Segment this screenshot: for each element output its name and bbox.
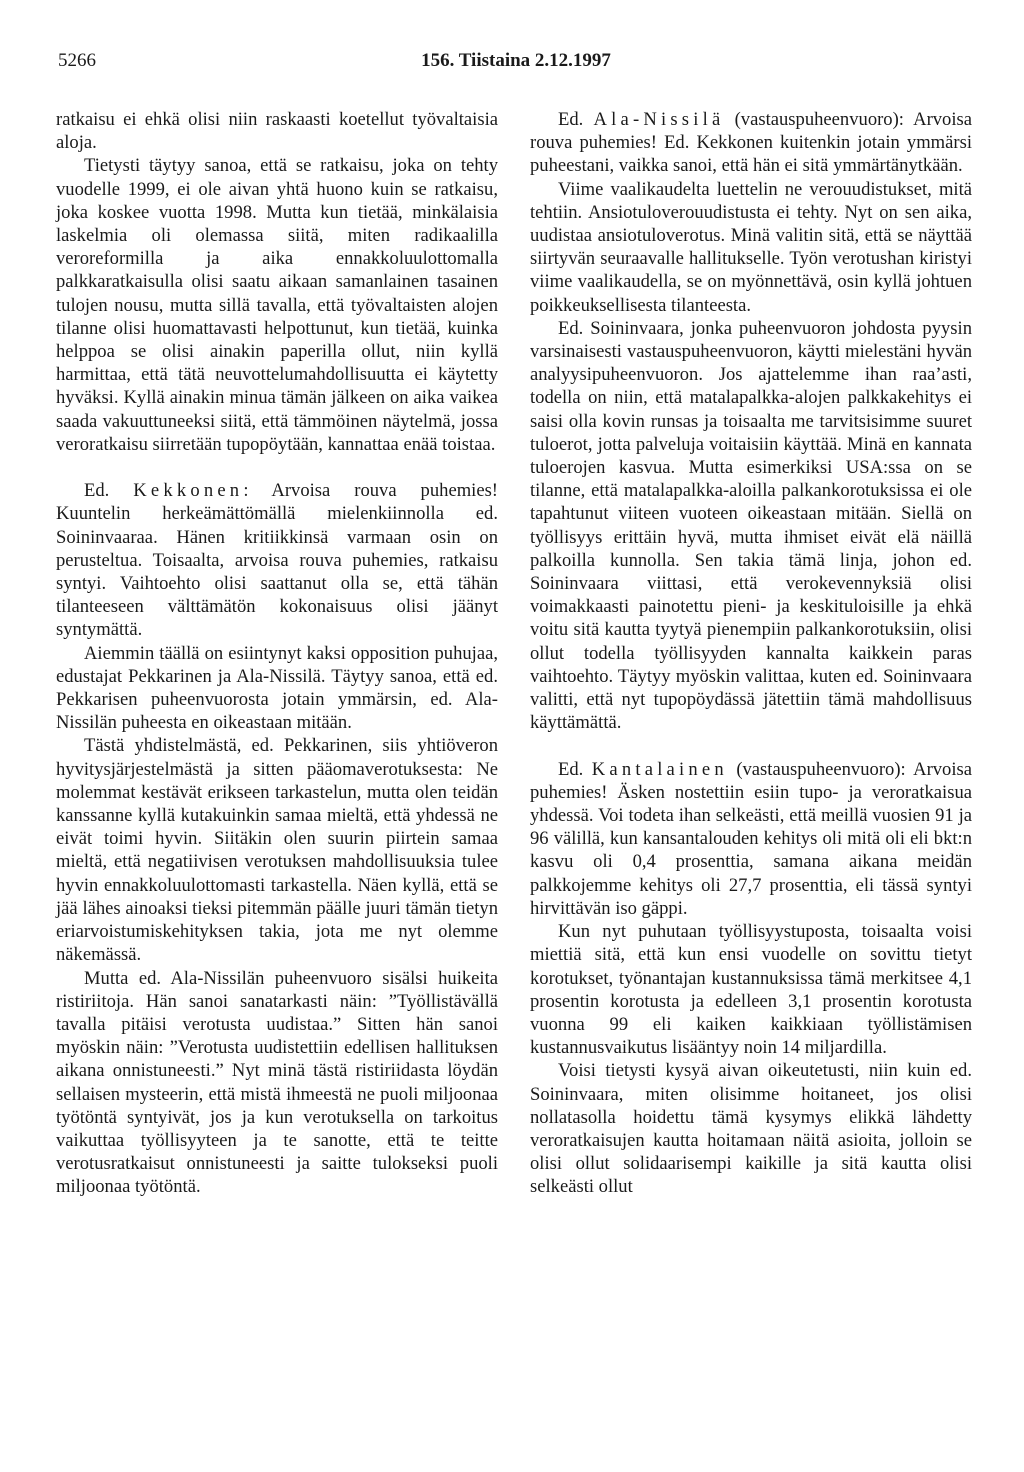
speaker-name: Ala-Nissilä [593, 109, 725, 130]
speaker-name: Kantalainen [591, 758, 728, 780]
speech-kekkonen [56, 479, 498, 641]
speech-ala-nissila [530, 108, 972, 178]
speaker-prefix: Ed. [84, 480, 134, 502]
page-number: 5266 [58, 50, 96, 71]
right-column [530, 108, 972, 1199]
speech-text: : Arvoisa rouva puhemies! Kuuntelin herkeämättömällä mielenkiinnolla ed. Soininvaaraa. Hänen kritiikkinsä varmaan osin on perusteltua. Toisaalta, arvoisa rouva puhemies, ratkaisu syntyi. Vaihtoehto olisi saattanut olla se, että tähän tilanteeseen välttämätön kokonaisuus olisi jäänyt syntymättä. [56, 480, 499, 641]
paragraph: Aiemmin täällä on esiintynyt kaksi opposition puhujaa, edustajat Pekkarinen ja Ala-Nissilä. Täytyy sanoa, että ed. Pekkarisen puheenvuorosta jotain ymmärsin, ed. Ala-Nissilän puheesta en oikeastaan mitään. [56, 642, 498, 734]
speech-text: (vastauspuheenvuoro): Arvoisa puhemies! Äsken nostettiin esiin tupo- ja veroratkaisua yhdessä. Voi todeta ihan selkeästi, että meillä vuosien 91 ja 96 välillä, kun kansantalouden kehitys oli mitä oli eli bkt:n kasvu oli 0,4 prosenttia, samana aikana meidän palkkojemme kehitys oli 27,7 prosenttia, eli tässä syntyi hirvittävän iso gäppi. [530, 758, 973, 919]
speech-kantalainen [530, 758, 972, 920]
paragraph: Ed. Soininvaara, jonka puheenvuoron johdosta pyysin varsinaisesti vastauspuheenvuoron, käytti mielestäni hyvän analyysipuheenvuoron. Jos ajattelemme ihan raa’asti, todella on niin, että matalapalkka-alojen palkkakehitys ei saisi olla kovin runsas ja toisaalta me tarvitsisimme suuret tuloerot, jotta palveluja voitaisiin käyttää. Minä en kannata tuloerojen kasvua. Mutta esimerkiksi USA:ssa on se tilanne, että matalapalkka-aloilla palkankorotuksissa ei ole tapahtunut viiteen vuoteen oikeastaan mitään. Siellä on työllisyys erittäin hyvä, mutta ihmiset eivät elä näillä palkoilla kunnolla. Sen takia tämä linja, johon ed. Soininvaara viittasi, että verokevennyksiä olisi voimakkaasti painotettu pieni- ja keskituloisille ja ehkä voitu sitä kautta tyytyä pienempiin palkankorotuksiin, olisi ollut todella työllisyyden kannalta kaikkein paras vaihtoehto. Täytyy myöskin valittaa, kuten ed. Soininvaara valitti, että nyt tupopöydässä jätettiin tämä mahdollisuus käyttämättä. [530, 317, 972, 734]
left-column [56, 108, 498, 1199]
paragraph: Mutta ed. Ala-Nissilän puheenvuoro sisälsi huikeita ristiriitoja. Hän sanoi sanatarkasti näin: ”Työllistävällä tavalla pitäisi verotusta uudistaa.” Sitten hän sanoi myöskin näin: ”Verotusta uudistettiin edellisen hallituksen aikana onnistuneesti.” Nyt minä tästä ristiriidasta löydän sellaisen mysteerin, että mistä ihmeestä ne puoli miljoonaa työtöntä syntyivät, jos ja kun verotuksella on tarkoitus vaikuttaa työllisyyteen ja te sanotte, että te teitte verotusratkaisut onnistuneesti ja saitte tulokseksi puoli miljoonaa työtöntä. [56, 967, 498, 1198]
paragraph: Tästä yhdistelmästä, ed. Pekkarinen, siis yhtiöveron hyvitysjärjestelmästä ja sitten pääomaverotuksesta: Ne molemmat kestävät erikseen tarkastelun, mutta olen teidän kanssanne kyllä kutakuinkin samaa mieltä, että yhdessä ne eivät toimi hyvin. Siitäkin olen suurin piirtein samaa mieltä, että negatiivisen verotuksen mahdollisuuksia tulee hyvin ennakkoluulottomasti tarkastella. Näen kyllä, että se jää lähes ainoaksi tieksi pitemmän päälle juuri tämän tietyn eriarvoistumiskehityksen takia, jota me nyt olemme näkemässä. [56, 735, 498, 966]
speaker-prefix: Ed. [558, 109, 594, 130]
paragraph: Viime vaalikaudelta luettelin ne verouudistukset, mitä tehtiin. Ansiotuloverouudistusta ei tehty. Nyt on sen aika, uudistaa ansiotuloverotus. Minä valitin sitä, että se näyttää siirtyvän seuraavalle hallitukselle. Työn verotushan kiristyi viime vaalikaudella, se on myönnettävä, osin kyllä johtuen poikkeuksellisesta tilanteesta. [530, 178, 972, 316]
running-head: 156. Tiistaina 2.12.1997 [421, 50, 611, 71]
speech-text: (vastauspuheenvuoro): Arvoisa rouva puhemies! Ed. Kekkonen kuitenkin jotain ymmärsi puheestani, vaikka sanoi, että hän ei sitä ymmärtänytkään. [530, 109, 973, 177]
paragraph: Voisi tietysti kysyä aivan oikeutetusti, niin kuin ed. Soininvaara, miten olisimme hoitaneet, jos olisi nollatasolla hoidettu tämä kysymys elikkä lähdetty veroratkaisujen kautta hoitamaan näitä asioita, jolloin se olisi ollut solidaarisempi kaikille ja sitä kautta olisi selkeästi ollut [530, 1060, 972, 1198]
paragraph: ratkaisu ei ehkä olisi niin raskaasti koetellut työvaltaisia aloja. [56, 109, 498, 154]
speaker-prefix: Ed. [558, 758, 592, 780]
paragraph: Kun nyt puhutaan työllisyystuposta, toisaalta voisi miettiä sitä, että kun ensi vuodelle on sovittu tietyt korotukset, työnantajan kustannuksissa tämä merkitsee 4,1 prosentin korotusta ja edelleen 3,1 prosentin korotusta vuonna 99 eli kaiken kaikkiaan työllistämisen kustannusvaikutus lisääntyy noin 14 miljardilla. [530, 921, 972, 1059]
speaker-name: Kekkonen [133, 480, 244, 502]
paragraph: Tietysti täytyy sanoa, että se ratkaisu, joka on tehty vuodelle 1999, ei ole aivan yhtä huono kuin se ratkaisu, joka koskee vuotta 1998. Mutta kun tietää, minkälaisia laskelmia oli olemassa siitä, miten radikaalilla veroreformilla ja aika ennakkoluulottomalla palkkaratkaisulla olisi saatu aikaan samanlainen tasainen tulojen nousu, mutta sillä tavalla, että työvaltaisten alojen tilanne olisi huomattavasti helpottunut, kun tietää, kuinka helppoa se olisi ainakin paperilla ollut, niin kyllä harmittaa, että tätä neuvottelumahdollisuutta ei käytetty hyväksi. Kyllä ainakin minua tämän jälkeen on aika vaikea saada vakuuttuneeksi siitä, että tämmöinen näytelmä, jossa veroratkaisu siirretään tupopöytään, kannattaa enää toistaa. [56, 155, 498, 455]
page-header [58, 50, 974, 76]
